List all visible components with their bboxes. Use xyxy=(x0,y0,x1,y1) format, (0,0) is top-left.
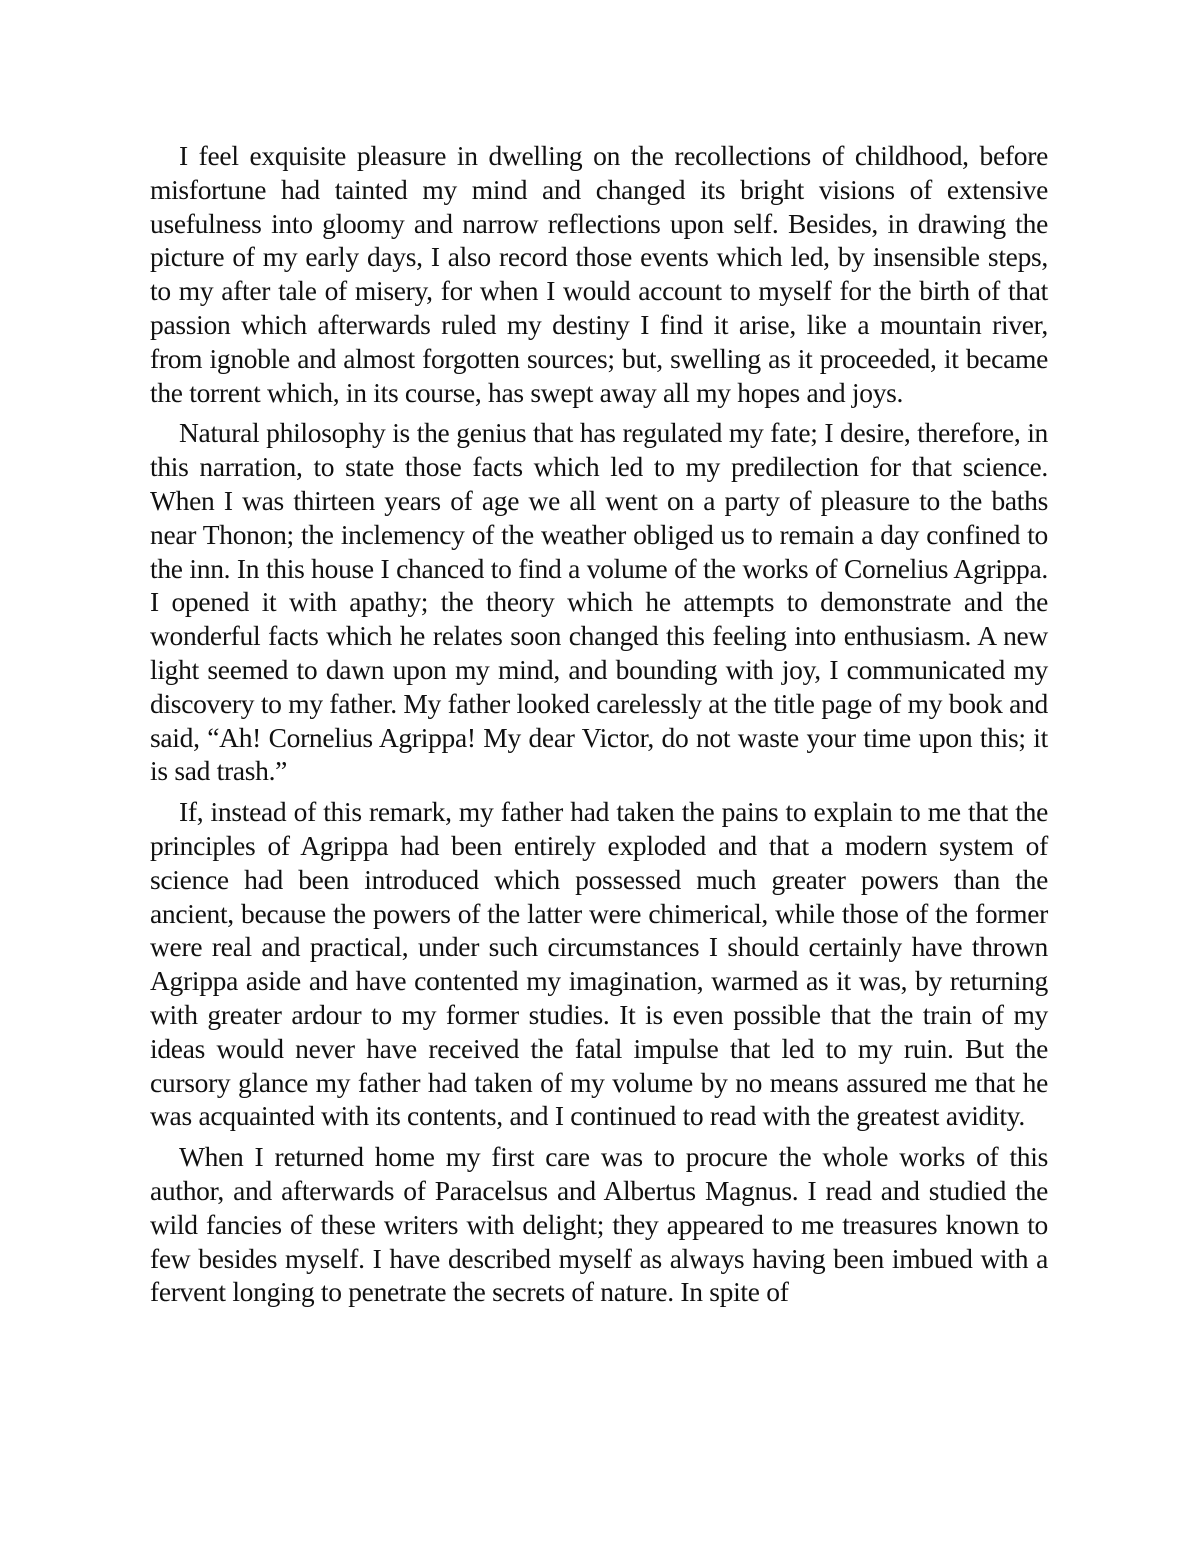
document-page xyxy=(150,139,1048,1309)
paragraph-natural-philosophy: Natural philosophy is the genius that has regulated my fate; I desire, therefore, in this narration, to state those facts which led to my predilection for that science. When I was thirteen years of age we all went on a party of pleasure to the baths near Thonon; the inclemency of the weather obliged us to remain a day confined to the inn. In this house I chanced to find a volume of the works of Cornelius Agrippa. I opened it with apathy; the theory which he attempts to demonstrate and the wonderful facts which he relates soon changed this feeling into enthusiasm. A new light seemed to dawn upon my mind, and bounding with joy, I communicated my discovery to my father. My father looked carelessly at the title page of my book and said, “Ah! Cornelius Agrippa! My dear Victor, do not waste your time upon this; it is sad trash.” xyxy=(150,417,1048,787)
paragraph-returned-home: When I returned home my first care was to procure the whole works of this author, and afterwards of Paracelsus and Albertus Magnus. I read and studied the wild fancies of these writers with delight; they appeared to me treasures known to few besides myself. I have described myself as always having been imbued with a fervent longing to penetrate the secrets of nature. In spite of xyxy=(150,1141,1048,1308)
paragraph-father-remark: If, instead of this remark, my father had taken the pains to explain to me that the principles of Agrippa had been entirely exploded and that a modern system of science had been introduced which possessed much greater powers than the ancient, because the powers of the latter were chimerical, while those of the former were real and practical, under such circumstances I should certainly have thrown Agrippa aside and have contented my imagination, warmed as it was, by returning with greater ardour to my former studies. It is even possible that the train of my ideas would never have received the fatal impulse that led to my ruin. But the cursory glance my father had taken of my volume by no means assured me that he was acquainted with its contents, and I continued to read with the greatest avidity. xyxy=(150,796,1048,1132)
paragraph-childhood-recollections: I feel exquisite pleasure in dwelling on the recollections of childhood, before misfortune had tainted my mind and changed its bright visions of extensive usefulness into gloomy and narrow reflections upon self. Besides, in drawing the picture of my early days, I also record those events which led, by insensible steps, to my after tale of misery, for when I would account to myself for the birth of that passion which afterwards ruled my destiny I find it arise, like a mountain river, from ignoble and almost forgotten sources; but, swelling as it proceeded, it became the torrent which, in its course, has swept away all my hopes and joys. xyxy=(150,140,1048,408)
